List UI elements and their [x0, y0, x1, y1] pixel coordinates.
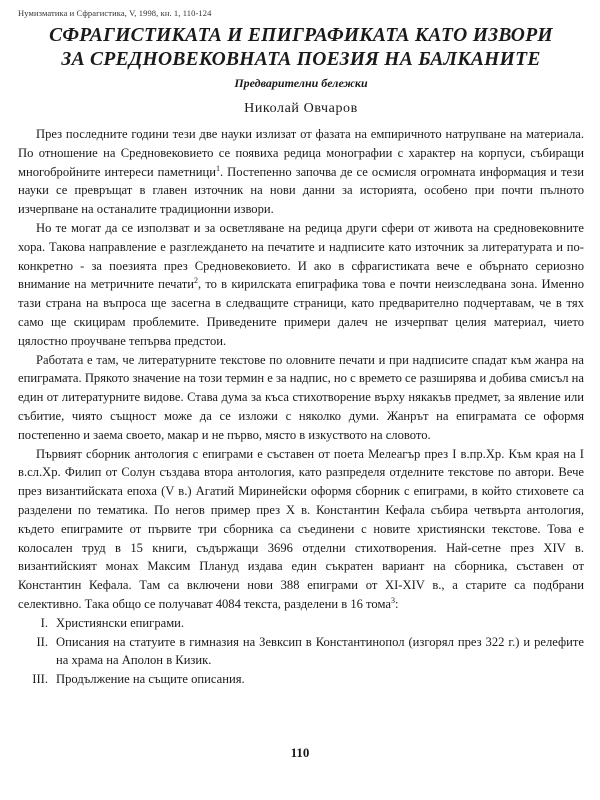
article-body: [18, 125, 584, 689]
article-subtitle: Предварителни бележки: [234, 76, 368, 90]
paragraph: Но те могат да се използват и за осветляване на редица други сфери от живота на средновековните хора. Такова направление е разглеждането на печатите и надписите като източник за литературата и по-конкретно - за поезията през Средновековието. И ако в сфрагистиката вече е обърнато сериозно внимание на метричните печати$^2$, то в кирилската епиграфика това е почти неизследвана зона. Именно тази страна на въпроса ще засегна в следващите страници, като предварително подчертавам, че в тях само ще скицирам проблемите. Приведените примери далеч не изчерпват целия материал, чието цялостно проучване тепърва предстои.: [18, 220, 584, 348]
page-number: 110: [290, 745, 310, 760]
list-item: [18, 614, 584, 633]
list-item-text: Описания на статуите в гимназия на Зевксип в Константинопол (изгорял през 322 г.) и релефите на храма на Аполон в Кизик.: [56, 634, 584, 668]
volume-list: [18, 614, 584, 689]
article-title: СФРАГИСТИКАТА И ЕПИГРАФИКАТА КАТО ИЗВОРИ ЗА СРЕДНОВЕКОВНАТА ПОЕЗИЯ НА БАЛКАНИТЕ: [49, 25, 553, 70]
footnote-ref[interactable]: 3: [390, 595, 395, 605]
list-item: [18, 633, 584, 671]
paragraph: Първият сборник антология с епиграми е съставен от поета Мелеагър през I в.пр.Хр. Към края на I в.сл.Хр. Филип от Солун създава втора антология, като разпределя отделните текстове по автори. Вече през византийската епоха (V в.) Агатий Миринейски оформя сборник с епиграми, в който стиховете са разделени по тематика. По негов пример през X в. Константин Кефала събира четвърта антология, където епиграмите от първите три сборника са съединени с новите християнски текстове. Това е колосален труд в 15 книги, съдържащи 3696 отделни стихотворения. Най-сетне през XIV в. византийският монах Максим Плануд издава един съкратен вариант на сборника, съставен от Константин Кефала. Там са включени нови 388 епиграми от XI-XIV в., а старите са подбрани селективно. Така общо се получават 4084 текста, разделени в 16 тома$^3$:: [18, 446, 584, 611]
list-item-number: I.: [40, 615, 48, 630]
paragraph: През последните години тези две науки излизат от фазата на емпиричното натрупване на материала. По отношение на Средновековието се появиха редица монографии с характер на корпуси, събиращи многобройните интереси паметници$^1$. Постепенно започва де се осмисля огромната информация и тези науки се превръщат в главен източник на нови данни за историята, особено при почти пълното изчерпване на останалите традиционни извори.: [18, 127, 585, 217]
author-name: Николай Овчаров: [244, 101, 358, 116]
paragraph: Работата е там, че литературните текстове по оловните печати и при надписите спадат към жанра на епиграмата. Прякото значение на този термин е за надпис, но с времето се разширява и добива смисъл на един от литературните видове. Става дума за къса стихотворение върху някакъв предмет, за явление или събитие, чиято същност може да се изложи с няколко думи. Жанрът на епиграмата се оформя постепенно и заема своето, макар и не първо, място в изкуството на словото.: [18, 352, 584, 442]
running-head: Нумизматика и Сфрагистика, V, 1998, кн. 1, 110-124: [18, 8, 212, 18]
footnote-ref[interactable]: 2: [193, 276, 198, 286]
list-item-number: II.: [36, 634, 48, 649]
list-item-text: Продължение на същите описания.: [56, 672, 245, 687]
list-item-number: III.: [32, 672, 48, 687]
list-item: [18, 670, 584, 689]
list-item-text: Християнски епиграми.: [56, 615, 185, 630]
footnote-ref[interactable]: 1: [215, 163, 220, 173]
